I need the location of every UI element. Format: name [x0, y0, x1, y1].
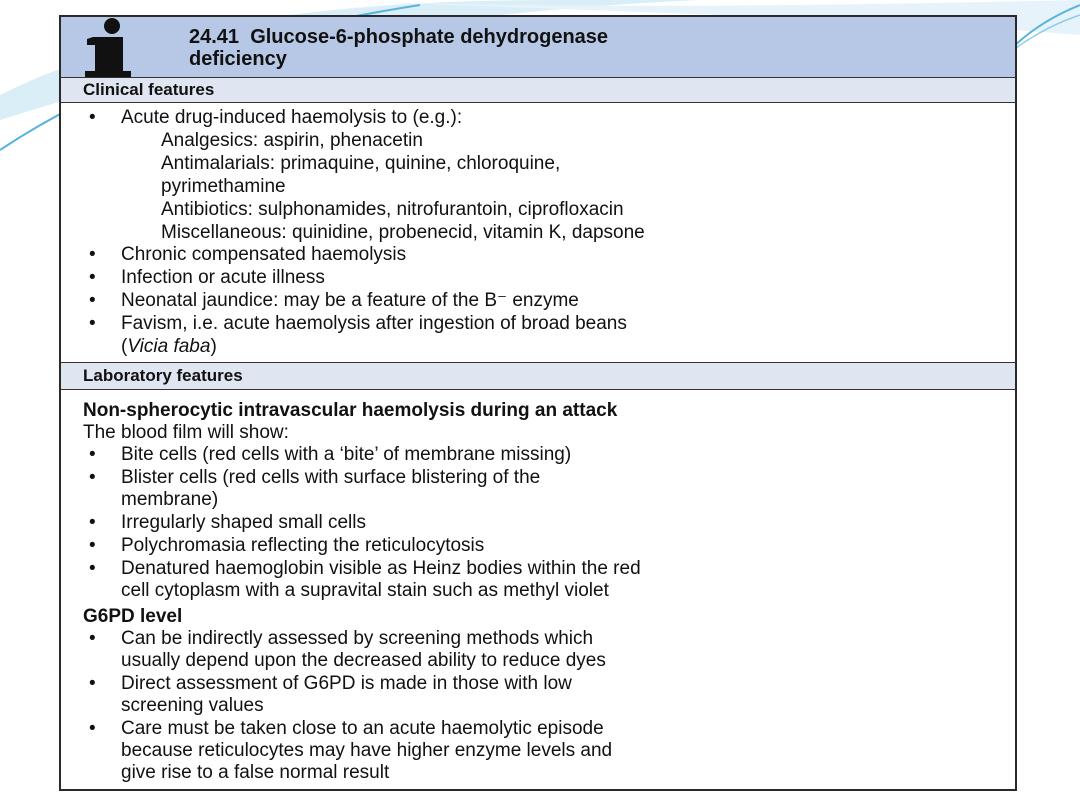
- g6pd-item-cont: screening values: [121, 695, 264, 716]
- drug-line: Miscellaneous: quinidine, probenecid, vitamin K, dapsone: [161, 222, 645, 243]
- bullet-icon: •: [89, 718, 96, 739]
- film-item: Bite cells (red cells with a ‘bite’ of membrane missing): [121, 444, 572, 465]
- bullet-icon: •: [89, 244, 96, 265]
- bullet-icon: •: [89, 558, 96, 579]
- clinical-item: Infection or acute illness: [121, 267, 325, 288]
- g6pd-heading: G6PD level: [83, 606, 183, 627]
- box-title: [189, 26, 989, 70]
- film-item-cont: membrane): [121, 489, 219, 510]
- box-title-line1: Glucose-6-phosphate dehydrogenase: [250, 26, 609, 48]
- clinical-features-heading: Clinical features: [61, 77, 1015, 103]
- bullet-icon: •: [89, 535, 96, 556]
- film-item: Irregularly shaped small cells: [121, 512, 366, 533]
- film-item: Denatured haemoglobin visible as Heinz bodies within the red: [121, 558, 641, 579]
- g6pd-item-cont: give rise to a false normal result: [121, 762, 390, 783]
- box-number: 24.41: [189, 26, 240, 48]
- favism-paren-close: ): [210, 336, 217, 357]
- film-item-cont: cell cytoplasm with a supravital stain such as methyl violet: [121, 580, 609, 601]
- bullet-icon: •: [89, 267, 96, 288]
- bullet-icon: •: [89, 628, 96, 649]
- clinical-item: Neonatal jaundice: may be a feature of the B⁻ enzyme: [121, 290, 579, 311]
- favism-paren-open: (: [121, 336, 128, 357]
- g6pd-item: Direct assessment of G6PD is made in those with low: [121, 673, 572, 694]
- g6pd-item: Can be indirectly assessed by screening methods which: [121, 628, 594, 649]
- g6pd-item: Care must be taken close to an acute haemolytic episode: [121, 718, 604, 739]
- drug-line: pyrimethamine: [161, 176, 286, 197]
- drug-line: Antibiotics: sulphonamides, nitrofurantoin, ciprofloxacin: [161, 199, 624, 220]
- favism-species-line: [121, 336, 217, 358]
- favism-species: Vicia faba: [127, 336, 211, 357]
- info-icon: [69, 17, 131, 77]
- drug-line: Antimalarials: primaquine, quinine, chloroquine,: [161, 153, 561, 174]
- bullet-icon: •: [89, 512, 96, 533]
- film-item: Blister cells (red cells with surface blistering of the: [121, 467, 541, 488]
- drug-intro: Acute drug-induced haemolysis to (e.g.):: [121, 107, 463, 128]
- bullet-icon: •: [89, 444, 96, 465]
- film-intro: The blood film will show:: [83, 422, 289, 443]
- bullet-icon: •: [89, 673, 96, 694]
- bullet-icon: •: [89, 467, 96, 488]
- info-box: [59, 15, 1017, 791]
- drug-line: Analgesics: aspirin, phenacetin: [161, 130, 423, 151]
- box-title-line2: deficiency: [189, 48, 287, 70]
- bullet-icon: •: [89, 290, 96, 311]
- g6pd-item-cont: usually depend upon the decreased ability to reduce dyes: [121, 650, 606, 671]
- clinical-item: Chronic compensated haemolysis: [121, 244, 407, 265]
- g6pd-item-cont: because reticulocytes may have higher enzyme levels and: [121, 740, 613, 761]
- title-bar: [61, 17, 1015, 77]
- bullet-icon: •: [89, 313, 96, 334]
- laboratory-subhead: Non-spherocytic intravascular haemolysis during an attack: [83, 400, 618, 421]
- bullet-icon: •: [89, 107, 96, 128]
- laboratory-features-heading: Laboratory features: [61, 362, 1015, 390]
- clinical-item: Favism, i.e. acute haemolysis after ingestion of broad beans: [121, 313, 627, 334]
- film-item: Polychromasia reflecting the reticulocytosis: [121, 535, 485, 556]
